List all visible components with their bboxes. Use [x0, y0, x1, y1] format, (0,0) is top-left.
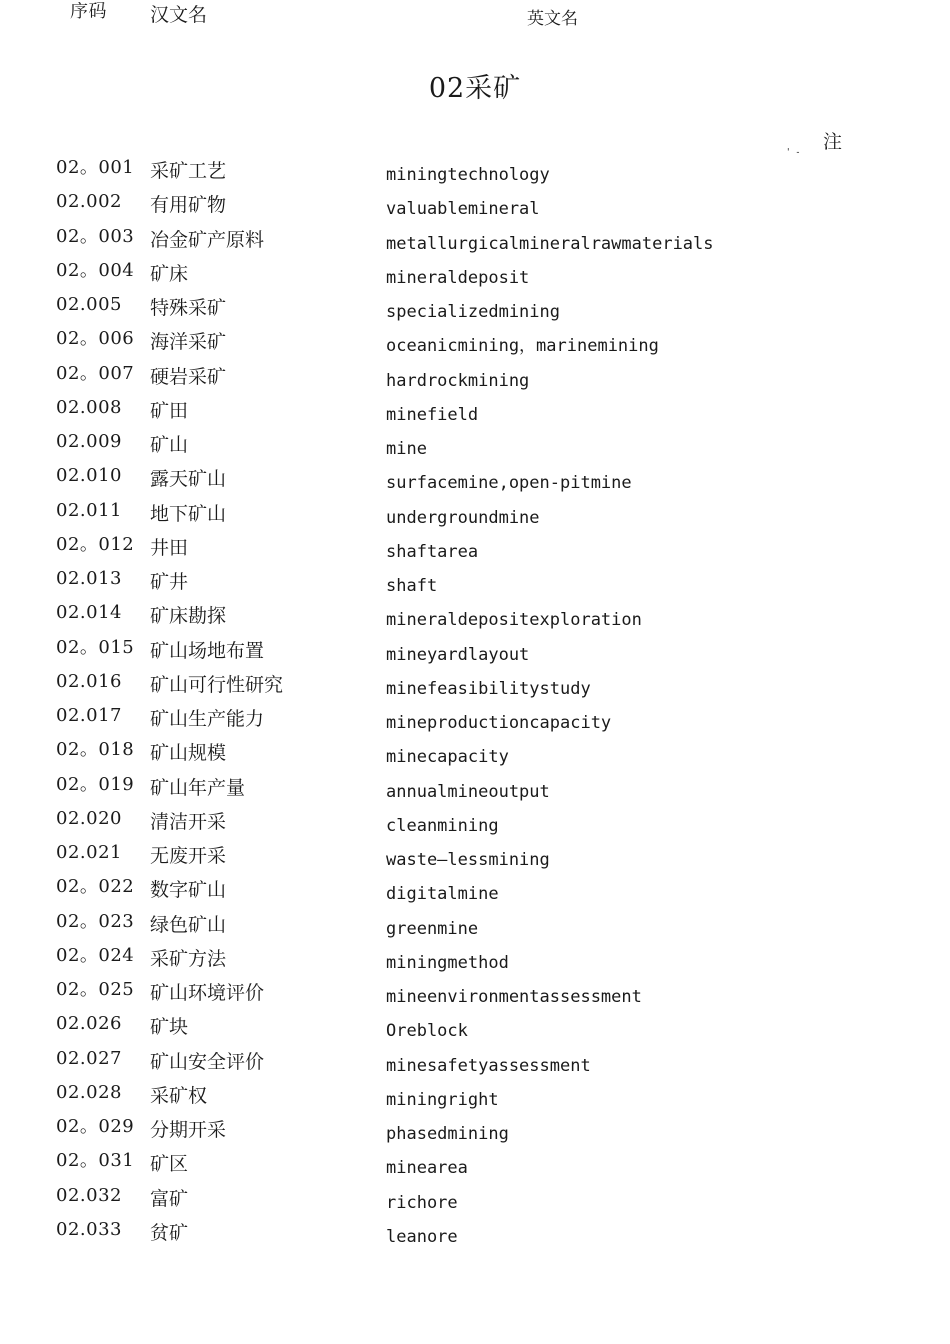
term-chinese: 矿山安全评价	[150, 1050, 265, 1073]
table-row	[0, 807, 950, 841]
term-code: 02.016	[56, 671, 122, 692]
term-code: 02.011	[56, 500, 122, 521]
term-chinese: 硬岩采矿	[150, 365, 227, 388]
table-row	[0, 601, 950, 635]
term-code: 02.021	[56, 843, 122, 863]
term-english: Oreblock	[386, 1021, 468, 1042]
term-english: specializedmining	[386, 302, 560, 322]
term-code: 02。004	[56, 260, 135, 281]
table-row	[0, 636, 950, 670]
term-code: 02.032	[56, 1185, 122, 1206]
note-marks: ' -	[787, 148, 802, 158]
term-chinese: 数字矿山	[150, 879, 227, 902]
term-code: 02。025	[56, 980, 135, 1000]
term-chinese: 无废开采	[150, 845, 227, 867]
term-chinese: 有用矿物	[150, 194, 227, 217]
term-code: 02.017	[56, 706, 122, 726]
term-code: 02。007	[56, 363, 135, 384]
term-english: minesafetyassessment	[386, 1055, 591, 1076]
term-code: 02.010	[56, 466, 122, 487]
term-english: metallurgicalmineralrawmaterials	[386, 233, 714, 254]
table-row	[0, 1115, 950, 1149]
term-chinese: 露天矿山	[150, 468, 227, 491]
term-chinese: 采矿工艺	[150, 160, 227, 182]
term-english: miningtechnology	[386, 165, 550, 185]
table-row	[0, 1184, 950, 1218]
term-english: minefield	[386, 404, 479, 425]
term-chinese: 富矿	[150, 1187, 189, 1210]
term-chinese: 矿田	[150, 399, 189, 422]
term-chinese: 矿块	[150, 1016, 189, 1039]
table-row	[0, 190, 950, 224]
term-chinese: 矿山年产量	[150, 776, 246, 799]
term-code: 02。018	[56, 740, 135, 761]
table-row	[0, 910, 950, 944]
term-english: mine	[386, 439, 427, 459]
term-code: 02.002	[56, 192, 122, 213]
term-chinese: 清洁开采	[150, 810, 227, 833]
term-chinese: 矿区	[150, 1153, 189, 1176]
term-english: annualmineoutput	[386, 781, 550, 802]
term-code: 02.020	[56, 808, 122, 829]
term-chinese: 采矿方法	[150, 947, 227, 970]
term-english: undergroundmine	[386, 507, 540, 528]
table-row	[0, 738, 950, 772]
term-code: 02。029	[56, 1117, 135, 1137]
term-chinese: 采矿权	[150, 1084, 208, 1107]
term-english: richore	[386, 1192, 458, 1213]
term-code: 02。022	[56, 877, 135, 898]
term-chinese: 矿山规模	[150, 742, 227, 765]
table-row	[0, 1081, 950, 1115]
term-chinese: 矿床	[150, 262, 189, 285]
term-code: 02.009	[56, 432, 122, 452]
table-row	[0, 259, 950, 293]
term-english: oceanicmining，marinemining	[386, 336, 659, 357]
term-english: mineyardlayout	[386, 644, 530, 665]
term-english: mineraldeposit	[386, 267, 530, 288]
table-row	[0, 875, 950, 909]
table-row	[0, 156, 950, 190]
table-row	[0, 225, 950, 259]
table-row	[0, 704, 950, 738]
term-chinese: 分期开采	[150, 1119, 227, 1141]
term-code: 02.027	[56, 1048, 122, 1069]
term-english: minecapacity	[386, 747, 509, 768]
term-code: 02。003	[56, 226, 135, 247]
term-english: shaftarea	[386, 541, 479, 562]
term-table	[0, 156, 950, 1252]
table-row	[0, 1218, 950, 1252]
table-row	[0, 293, 950, 327]
term-chinese: 矿山生产能力	[150, 708, 265, 730]
table-row	[0, 1012, 950, 1046]
table-row	[0, 327, 950, 361]
term-english: digitalmine	[386, 884, 499, 905]
term-chinese: 海洋采矿	[150, 331, 227, 354]
term-english: hardrockmining	[386, 370, 530, 391]
term-chinese: 矿山环境评价	[150, 982, 265, 1004]
term-chinese: 绿色矿山	[150, 913, 227, 936]
table-row	[0, 499, 950, 533]
table-row	[0, 841, 950, 875]
term-code: 02.008	[56, 397, 122, 418]
term-code: 02.014	[56, 603, 122, 624]
table-row	[0, 362, 950, 396]
term-chinese: 冶金矿产原料	[150, 228, 265, 251]
table-row	[0, 978, 950, 1012]
term-code: 02。006	[56, 329, 135, 350]
term-code: 02。012	[56, 534, 135, 555]
term-english: mineenvironmentassessment	[386, 987, 642, 1007]
table-row	[0, 430, 950, 464]
header-english: 英文名	[527, 9, 578, 29]
term-chinese: 特殊采矿	[150, 297, 227, 319]
term-chinese: 矿山场地布置	[150, 639, 265, 662]
table-row	[0, 773, 950, 807]
term-code: 02。031	[56, 1151, 135, 1172]
table-row	[0, 1149, 950, 1183]
table-row	[0, 944, 950, 978]
header-code: 序码	[70, 2, 107, 22]
term-english: miningmethod	[386, 952, 509, 973]
term-code: 02.033	[56, 1219, 122, 1240]
term-chinese: 矿井	[150, 571, 189, 593]
term-english: leanore	[386, 1226, 458, 1247]
table-row	[0, 396, 950, 430]
term-code: 02.005	[56, 295, 122, 315]
term-chinese: 井田	[150, 536, 189, 559]
term-chinese: 矿床勘探	[150, 605, 227, 628]
term-chinese: 矿山可行性研究	[150, 673, 284, 696]
term-chinese: 矿山	[150, 434, 189, 456]
term-english: valuablemineral	[386, 199, 540, 220]
page-title: 02采矿	[428, 73, 522, 104]
term-english: mineproductioncapacity	[386, 713, 612, 733]
term-code: 02.028	[56, 1082, 122, 1103]
header-note: 注	[823, 131, 843, 153]
term-english: waste—lessmining	[386, 850, 550, 870]
table-row	[0, 464, 950, 498]
term-chinese: 贫矿	[150, 1221, 189, 1244]
term-english: minefeasibilitystudy	[386, 678, 591, 699]
term-english: miningright	[386, 1089, 499, 1110]
table-row	[0, 567, 950, 601]
term-english: surfacemine,open-pitmine	[386, 473, 632, 494]
term-english: mineraldepositexploration	[386, 610, 642, 631]
term-code: 02.013	[56, 569, 122, 589]
term-code: 02。024	[56, 945, 135, 966]
term-english: greenmine	[386, 918, 479, 939]
term-code: 02.026	[56, 1014, 122, 1035]
term-english: cleanmining	[386, 815, 499, 836]
term-code: 02。015	[56, 637, 135, 658]
header-chinese: 汉文名	[150, 4, 208, 26]
term-code: 02。023	[56, 911, 135, 932]
term-english: phasedmining	[386, 1124, 509, 1144]
term-code: 02。001	[56, 158, 135, 178]
table-row	[0, 533, 950, 567]
term-chinese: 地下矿山	[150, 502, 227, 525]
table-row	[0, 670, 950, 704]
term-english: shaft	[386, 576, 438, 596]
term-code: 02。019	[56, 774, 135, 795]
term-english: minearea	[386, 1158, 468, 1179]
table-row	[0, 1047, 950, 1081]
